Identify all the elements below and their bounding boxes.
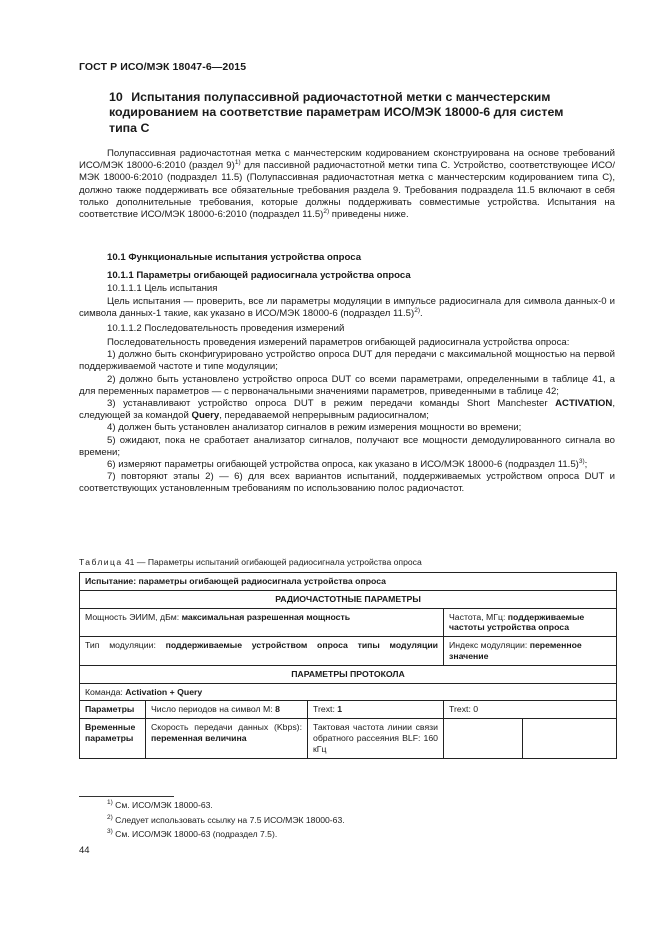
- table-41: [79, 572, 617, 759]
- page-number: 44: [79, 845, 90, 856]
- table-caption: [79, 557, 422, 567]
- procedure-step-3: [79, 398, 615, 422]
- frequency-label: Частота, МГц:: [449, 611, 508, 622]
- subsection-10-1-1-1-title: 10.1.1.1 Цель испытания: [107, 283, 218, 294]
- footnote-mark: 2): [107, 814, 113, 821]
- section-heading: [109, 90, 589, 136]
- trext1-label: Trext:: [313, 704, 338, 715]
- footnote-3: [107, 829, 277, 839]
- table-row: [80, 719, 617, 758]
- periods-value: 8: [275, 704, 280, 715]
- step3-text-a: 3) устанавливают устройство опроса DUT в режим передачи команды Short Manchester: [107, 398, 556, 410]
- table-row: [80, 637, 617, 666]
- step6-text-end: ;: [584, 459, 588, 471]
- table-row: [80, 590, 617, 608]
- procedure-list: [79, 337, 615, 496]
- procedure-lead: Последовательность проведения измерений параметров огибающей радиосигнала устройства опроса:: [107, 337, 570, 348]
- purpose-text: Цель испытания — проверить, все ли параметры модуляции в импульсе радиосигнала для символа данных-0 и символа данных-1 такие, как указано в ИСО/МЭК 18000-6 (подраздел 11.5): [79, 296, 615, 320]
- table-row: [80, 573, 617, 591]
- intro-text-a: Полупассивная радиочастотная метка с манчестерским кодированием сконструирована на основе требований ИСО/МЭК 18000-6:2010 (раздел 9): [79, 148, 615, 172]
- empty-cell: [444, 719, 523, 758]
- intro-text-c: приведены ниже.: [329, 209, 409, 221]
- section-title: Испытания полупассивной радиочастотной метки с манчестерским кодированием на соответствие параметрам ИСО/МЭК 18000-6 для систем типа С: [109, 90, 564, 135]
- modulation-index-label: Индекс модуляции:: [449, 640, 530, 651]
- intro-text-b: для пассивной радиочастотной метки типа С. Устройство, соответствующее ИСО/МЭК 18000-6:2010 (подраздел 11.5) (Полупассивная радиочастотная метка с манчестерским кодированием типа С), должно также поддерживать все обязательные требования раздела 9. Требования подраздела 11.5 включают в себя только дополнительные требования, которые должны поддерживать совместимые устройства. Испытания на соответствие ИСО/МЭК 18000-6:2010 (подраздел 11.5): [79, 160, 616, 221]
- empty-cell: [523, 719, 617, 758]
- timing-label-cell: Временные параметры: [80, 719, 146, 758]
- purpose-paragraph: [79, 296, 615, 320]
- document-header: ГОСТ Р ИСО/МЭК 18047-6—2015: [79, 61, 247, 73]
- purpose-text-end: .: [420, 308, 423, 320]
- power-value: максимальная разрешенная мощность: [181, 611, 351, 622]
- modulation-index-cell: [444, 637, 617, 666]
- subsection-10-1-1-2-title: 10.1.1.2 Последовательность проведения измерений: [107, 323, 345, 334]
- test-label-cell: Испытание: параметры огибающей радиосигнала устройства опроса: [80, 573, 617, 591]
- power-label: Мощность ЭИИМ, дБм:: [85, 611, 182, 622]
- table-row: [80, 665, 617, 683]
- power-cell: [80, 608, 444, 637]
- intro-paragraph: [79, 148, 615, 221]
- footnote-1: [107, 800, 213, 810]
- footnote-separator: [79, 796, 174, 797]
- footnote-text: См. ИСО/МЭК 18000-63 (подраздел 7.5).: [115, 829, 278, 839]
- procedure-step-7: 7) повторяют этапы 2) — 6) для всех вариантов испытаний, поддерживаемых устройством опроса DUT и соответствующих установленным требованиям по использованию полос радиочастот.: [79, 471, 615, 495]
- footnote-ref: 3): [578, 458, 585, 466]
- modulation-type-cell: [80, 637, 444, 666]
- table-caption-text: 41 — Параметры испытаний огибающей радиосигнала устройства опроса: [122, 557, 422, 567]
- periods-label: Число периодов на символ М:: [151, 704, 276, 715]
- procedure-step-4: 4) должен быть установлен анализатор сигналов в режим измерения мощности во времени;: [107, 422, 522, 434]
- protocol-parameters-header: ПАРАМЕТРЫ ПРОТОКОЛА: [80, 665, 617, 683]
- trext1-cell: [308, 701, 444, 719]
- modulation-type-label: Тип модуляции:: [85, 640, 166, 651]
- subsection-10-1-1-title: 10.1.1 Параметры огибающей радиосигнала устройства опроса: [107, 270, 411, 281]
- blf-cell: Тактовая частота линии связи обратного рассеяния BLF: 160 кГц: [308, 719, 444, 758]
- procedure-step-2: 2) должно быть установлено устройство опроса DUT со всеми параметрами, определенными в таблице 41, а для переменных параметров — с первоначальными значениями параметров, приведенными в таблице 42;: [79, 373, 615, 397]
- frequency-value: поддерживаемые частоты устройства опроса: [449, 611, 585, 633]
- footnote-ref: 2): [414, 307, 420, 315]
- step3-text-c: , передаваемой непрерывным радиосигналом;: [219, 410, 429, 422]
- data-rate-value: переменная величина: [151, 732, 247, 743]
- frequency-cell: [444, 608, 617, 637]
- trext1-value: 1: [337, 704, 343, 715]
- step3-command-activation: ACTIVATION: [555, 398, 613, 410]
- table-row: [80, 608, 617, 637]
- procedure-step-6: [79, 459, 615, 471]
- step6-text: 6) измеряют параметры огибающей устройства опроса, как указано в ИСО/МЭК 18000-6 (подраздел 11.5): [107, 459, 579, 471]
- parameters-label-cell: Параметры: [80, 701, 146, 719]
- rf-parameters-header: РАДИОЧАСТОТНЫЕ ПАРАМЕТРЫ: [80, 590, 617, 608]
- procedure-step-1: 1) должно быть сконфигурировано устройство опроса DUT для передачи с максимальной мощностью на первой поддерживаемой частоте и типе модуляции;: [79, 349, 615, 373]
- trext0-cell: Trext: 0: [444, 701, 617, 719]
- footnote-mark: 3): [107, 828, 113, 835]
- footnote-text: Следует использовать ссылку на 7.5 ИСО/МЭК 18000-63.: [115, 815, 345, 825]
- section-number: 10: [109, 90, 123, 104]
- modulation-type-value: поддерживаемые устройством опроса типы модуляции: [165, 640, 439, 651]
- table-caption-label: Таблица: [79, 557, 123, 567]
- subsection-10-1-title: 10.1 Функциональные испытания устройства опроса: [107, 252, 362, 263]
- footnote-ref: 2): [323, 208, 330, 216]
- footnote-text: См. ИСО/МЭК 18000-63.: [115, 800, 213, 810]
- command-label: Команда:: [85, 686, 126, 697]
- data-rate-cell: [146, 719, 308, 758]
- table-row: [80, 701, 617, 719]
- step3-text-b: , следующей за командой: [79, 398, 615, 422]
- table-row: [80, 683, 617, 701]
- footnote-mark: 1): [107, 799, 113, 806]
- command-value: Activation + Query: [125, 686, 203, 697]
- step3-command-query: Query: [191, 410, 220, 422]
- footnote-ref: 1): [234, 159, 241, 167]
- data-rate-label: Скорость передачи данных (Kbps):: [151, 722, 302, 733]
- modulation-index-value: переменное значение: [449, 640, 582, 661]
- footnote-2: [107, 815, 345, 825]
- command-cell: [80, 683, 617, 701]
- procedure-step-5: 5) ожидают, пока не сработает анализатор сигналов, получают все мощности демодулированного сигнала во времени;: [79, 434, 615, 458]
- periods-cell: [146, 701, 308, 719]
